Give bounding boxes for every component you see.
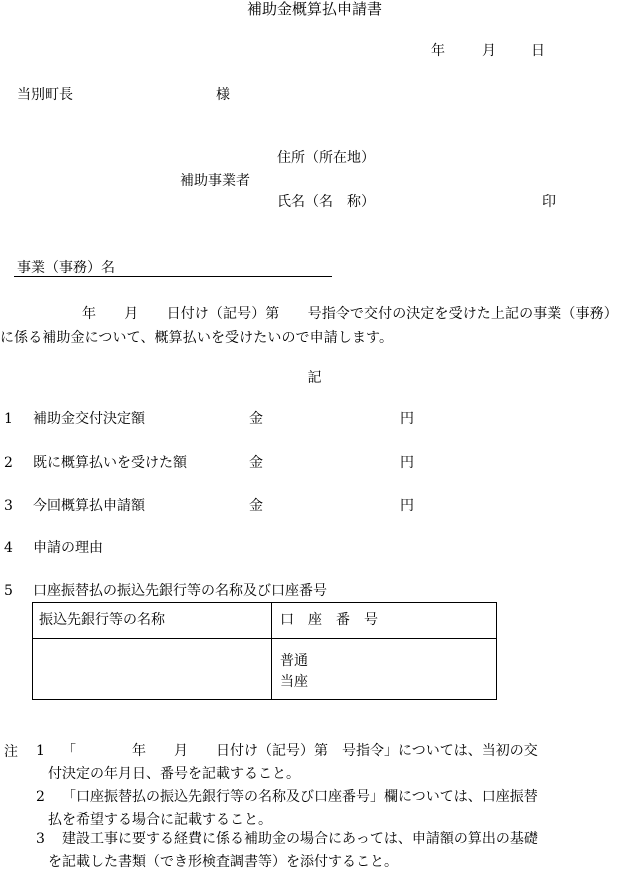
notes-heading: 注 <box>4 744 18 760</box>
address-label: 住所（所在地） <box>277 150 375 166</box>
kin-label: 金 <box>249 411 263 427</box>
date-month-label: 月 <box>482 43 496 59</box>
yen-label: 円 <box>400 498 414 514</box>
item-label-already-paid: 既に概算払いを受けた額 <box>33 455 187 471</box>
note-text-line1: 建設工事に要する経費に係る補助金の場合にあっては、申請額の算出の基礎 <box>62 831 538 847</box>
seal-mark: 印 <box>542 194 556 210</box>
item-number: 4 <box>4 540 13 556</box>
bank-name-cell[interactable] <box>33 639 272 700</box>
name-label: 氏名（名 称） <box>277 194 375 210</box>
note-text-line2: を記載した書類（でき形検査調書等）を添付すること。 <box>48 854 398 870</box>
note-text-line1: 「口座振替払の振込先銀行等の名称及び口座番号」欄については、口座振替 <box>62 789 538 805</box>
kin-label: 金 <box>249 498 263 514</box>
note-number: 2 <box>36 789 45 805</box>
bank-table-header-row <box>33 603 497 639</box>
account-type-current: 当座 <box>280 674 308 690</box>
document-title: 補助金概算払申請書 <box>246 0 382 18</box>
account-type-ordinary: 普通 <box>280 653 308 669</box>
item-label-reason: 申請の理由 <box>33 540 103 556</box>
item-number: 2 <box>4 455 13 471</box>
addressee: 当別町長 <box>17 87 73 103</box>
item-number: 5 <box>4 583 13 599</box>
project-name-label: 事業（事務）名 <box>17 260 115 276</box>
request-body: 年 月 日付け（記号）第 号指令で交付の決定を受けた上記の事業（事務）に係る補助金について、概算払いを受けたいので申請します。 <box>0 306 618 346</box>
project-name-underline <box>14 276 332 277</box>
note-text-line2: 付決定の年月日、番号を記載すること。 <box>48 766 300 782</box>
date-year-label: 年 <box>431 43 445 59</box>
note-text-line1: 「 年 月 日付け（記号）第 号指令」については、当初の交 <box>62 743 538 759</box>
account-number-header: 口 座 番 号 <box>272 603 497 639</box>
yen-label: 円 <box>400 411 414 427</box>
bank-account-table <box>32 602 497 700</box>
bank-table-data-row <box>33 639 497 700</box>
note-item <box>36 740 629 786</box>
applicant-label: 補助事業者 <box>180 173 250 189</box>
item-number: 3 <box>4 498 13 514</box>
item-number: 1 <box>4 411 13 427</box>
note-item <box>36 786 629 832</box>
note-text-line2: 払を希望する場合に記載すること。 <box>48 812 272 828</box>
kin-label: 金 <box>249 455 263 471</box>
account-number-cell[interactable] <box>272 639 497 700</box>
honorific: 様 <box>216 87 230 103</box>
note-item <box>36 828 629 874</box>
yen-label: 円 <box>400 455 414 471</box>
note-number: 1 <box>36 743 45 759</box>
bank-name-header: 振込先銀行等の名称 <box>33 603 272 639</box>
ki-heading: 記 <box>307 370 322 386</box>
item-label-bank-account: 口座振替払の振込先銀行等の名称及び口座番号 <box>33 583 327 599</box>
note-number: 3 <box>36 831 45 847</box>
date-day-label: 日 <box>531 43 545 59</box>
item-label-current-request: 今回概算払申請額 <box>33 498 145 514</box>
item-label-grant-amount: 補助金交付決定額 <box>33 411 145 427</box>
